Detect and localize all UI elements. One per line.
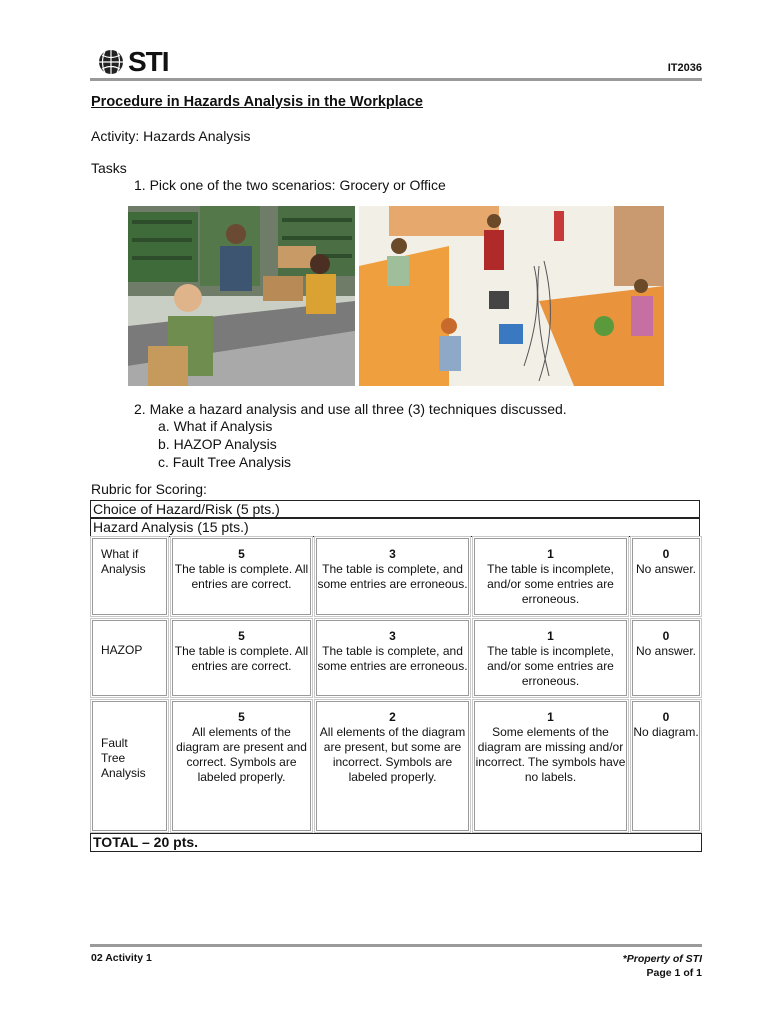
rubric-cell	[472, 699, 629, 833]
activity-label: Activity: Hazards Analysis	[91, 128, 251, 144]
rubric-cell	[170, 536, 313, 617]
rubric-analysis-row: Hazard Analysis (15 pts.)	[90, 518, 700, 537]
score: 2	[389, 710, 396, 724]
score: 5	[238, 547, 245, 561]
footer-divider	[90, 944, 702, 947]
criteria: Some elements of the diagram are missing and/or incorrect. The symbols have no labels.	[475, 725, 626, 784]
rubric-cell	[314, 618, 471, 698]
footer-right	[623, 952, 702, 980]
header-divider	[90, 78, 702, 81]
rubric-label: Rubric for Scoring:	[91, 481, 207, 497]
rubric-cell	[170, 618, 313, 698]
score: 3	[389, 629, 396, 643]
document-title: Procedure in Hazards Analysis in the Workplace	[91, 94, 423, 110]
rubric-total-row: TOTAL – 20 pts.	[90, 833, 702, 852]
row-label-fault-tree: Fault Tree Analysis	[90, 699, 169, 833]
technique-hazop: b. HAZOP Analysis	[158, 436, 277, 452]
rubric-choice-row: Choice of Hazard/Risk (5 pts.)	[90, 500, 700, 518]
globe-icon	[96, 47, 126, 77]
technique-what-if: a. What if Analysis	[158, 418, 273, 434]
criteria: The table is complete, and some entries are erroneous.	[317, 644, 468, 673]
rubric-cell	[314, 536, 471, 617]
rubric-cell	[630, 699, 702, 833]
score: 5	[238, 710, 245, 724]
rubric-cell	[472, 618, 629, 698]
score: 1	[547, 547, 554, 561]
footer-page-number: Page 1 of 1	[646, 967, 702, 979]
technique-fault-tree: c. Fault Tree Analysis	[158, 454, 292, 470]
criteria: All elements of the diagram are present and correct. Symbols are labeled properly.	[176, 725, 307, 784]
score: 5	[238, 629, 245, 643]
criteria: The table is complete. All entries are correct.	[174, 644, 309, 673]
criteria: All elements of the diagram are present, but some are incorrect. Symbols are labeled properly.	[319, 725, 466, 784]
rubric-cell	[314, 699, 471, 833]
criteria: The table is complete. All entries are correct.	[174, 562, 309, 591]
rubric-cell	[170, 699, 313, 833]
footer-property: *Property of STI	[622, 953, 702, 965]
criteria: The table is incomplete, and/or some entries are erroneous.	[487, 562, 614, 606]
rubric-cell	[630, 618, 702, 698]
score: 0	[662, 629, 670, 643]
row-label-hazop: HAZOP	[90, 618, 169, 698]
task-2: 2. Make a hazard analysis and use all three (3) techniques discussed.	[134, 401, 567, 417]
footer-activity: 02 Activity 1	[91, 952, 152, 964]
score: 0	[662, 547, 670, 561]
score: 0	[662, 710, 670, 724]
rubric-cell	[472, 536, 629, 617]
score: 1	[547, 629, 554, 643]
criteria: The table is complete, and some entries are erroneous.	[317, 562, 468, 591]
score: 1	[547, 710, 554, 724]
criteria: The table is incomplete, and/or some entries are erroneous.	[487, 644, 614, 688]
criteria: No answer.	[635, 644, 697, 658]
logo-text: STI	[128, 46, 169, 77]
task-1: 1. Pick one of the two scenarios: Grocery or Office	[134, 177, 446, 193]
rubric-cell	[630, 536, 702, 617]
row-label-what-if: What if Analysis	[90, 536, 169, 617]
criteria: No answer.	[635, 562, 697, 576]
course-code: IT2036	[667, 62, 702, 74]
grocery-scene-image	[128, 206, 355, 386]
score: 3	[389, 547, 396, 561]
office-scene-image	[359, 206, 664, 386]
tasks-label: Tasks	[91, 160, 127, 176]
sti-logo	[96, 46, 169, 78]
rubric-table	[90, 536, 702, 834]
criteria: No diagram.	[633, 725, 699, 739]
